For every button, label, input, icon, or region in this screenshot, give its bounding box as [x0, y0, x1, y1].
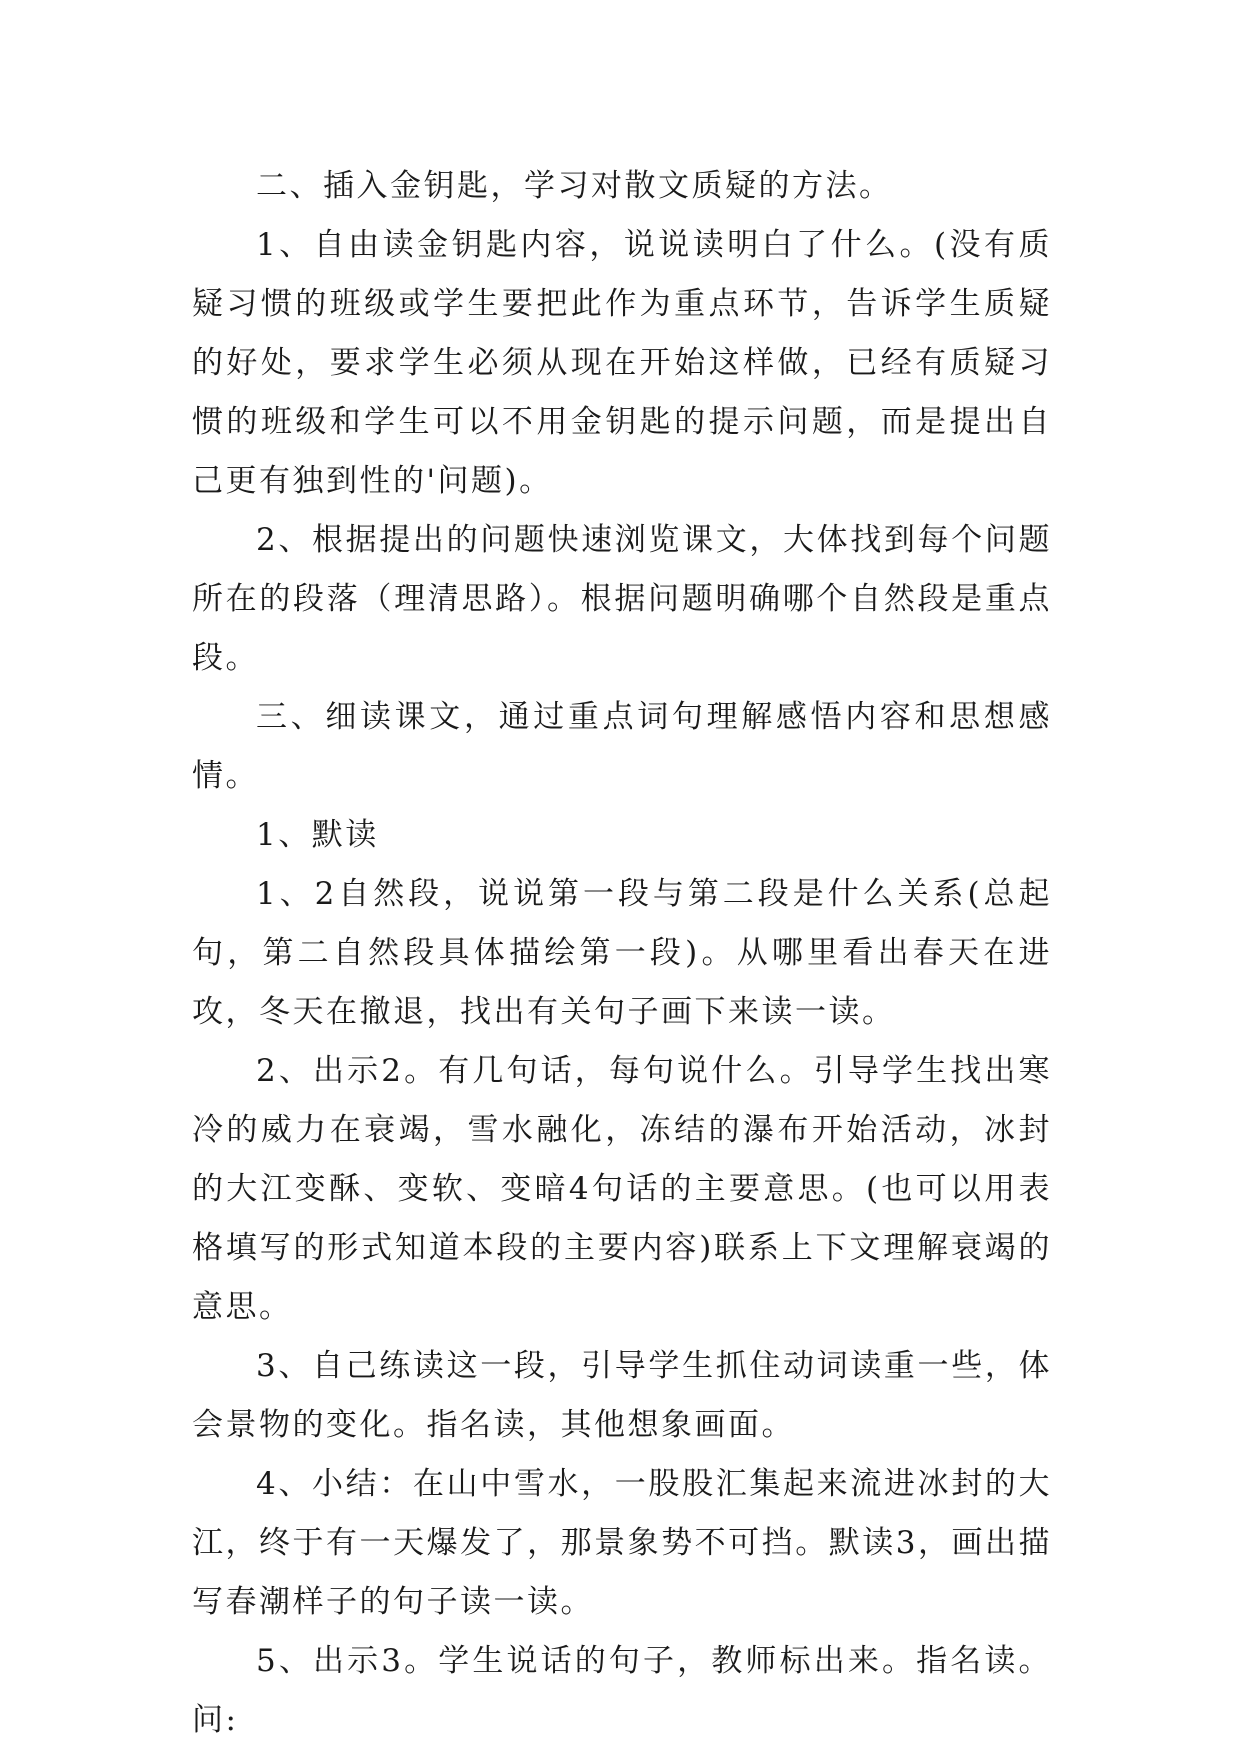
paragraph-summary: 4、小结：在山中雪水，一股股汇集起来流进冰封的大江，终于有一天爆发了，那景象势不可挡。默读3，画出描写春潮样子的句子读一读。	[192, 1466, 1052, 1620]
paragraph-practice-reading: 3、自己练读这一段，引导学生抓住动词读重一些，体会景物的变化。指名读，其他想象画面。	[192, 1348, 1052, 1443]
paragraph-show-3: 5、出示3。学生说话的句子，教师标出来。指名读。问:	[192, 1643, 1052, 1738]
paragraph-section-3-heading: 三、细读课文，通过重点词句理解感悟内容和思想感情。	[192, 699, 1052, 794]
document-body	[192, 157, 1052, 1750]
paragraph-paragraphs-1-2: 1、2自然段，说说第一段与第二段是什么关系(总起句，第二自然段具体描绘第一段)。从哪里看出春天在进攻，冬天在撤退，找出有关句子画下来读一读。	[192, 876, 1052, 1030]
paragraph-step-1-free-reading: 1、自由读金钥匙内容，说说读明白了什么。(没有质疑习惯的班级或学生要把此作为重点环节，告诉学生质疑的好处，要求学生必须从现在开始这样做，已经有质疑习惯的班级和学生可以不用金钥匙的提示问题，而是提出自己更有独到性的'问题)。	[192, 227, 1052, 499]
paragraph-show-2: 2、出示2。有几句话，每句说什么。引导学生找出寒冷的威力在衰竭，雪水融化，冻结的瀑布开始活动，冰封的大江变酥、变软、变暗4句话的主要意思。(也可以用表格填写的形式知道本段的主要内容)联系上下文理解衰竭的意思。	[192, 1053, 1052, 1325]
paragraph-silent-reading: 1、默读	[256, 817, 379, 853]
paragraph-step-2-skim: 2、根据提出的问题快速浏览课文，大体找到每个问题所在的段落（理清思路）。根据问题明确哪个自然段是重点段。	[192, 522, 1052, 676]
paragraph-section-2-heading: 二、插入金钥匙，学习对散文质疑的方法。	[256, 168, 893, 204]
